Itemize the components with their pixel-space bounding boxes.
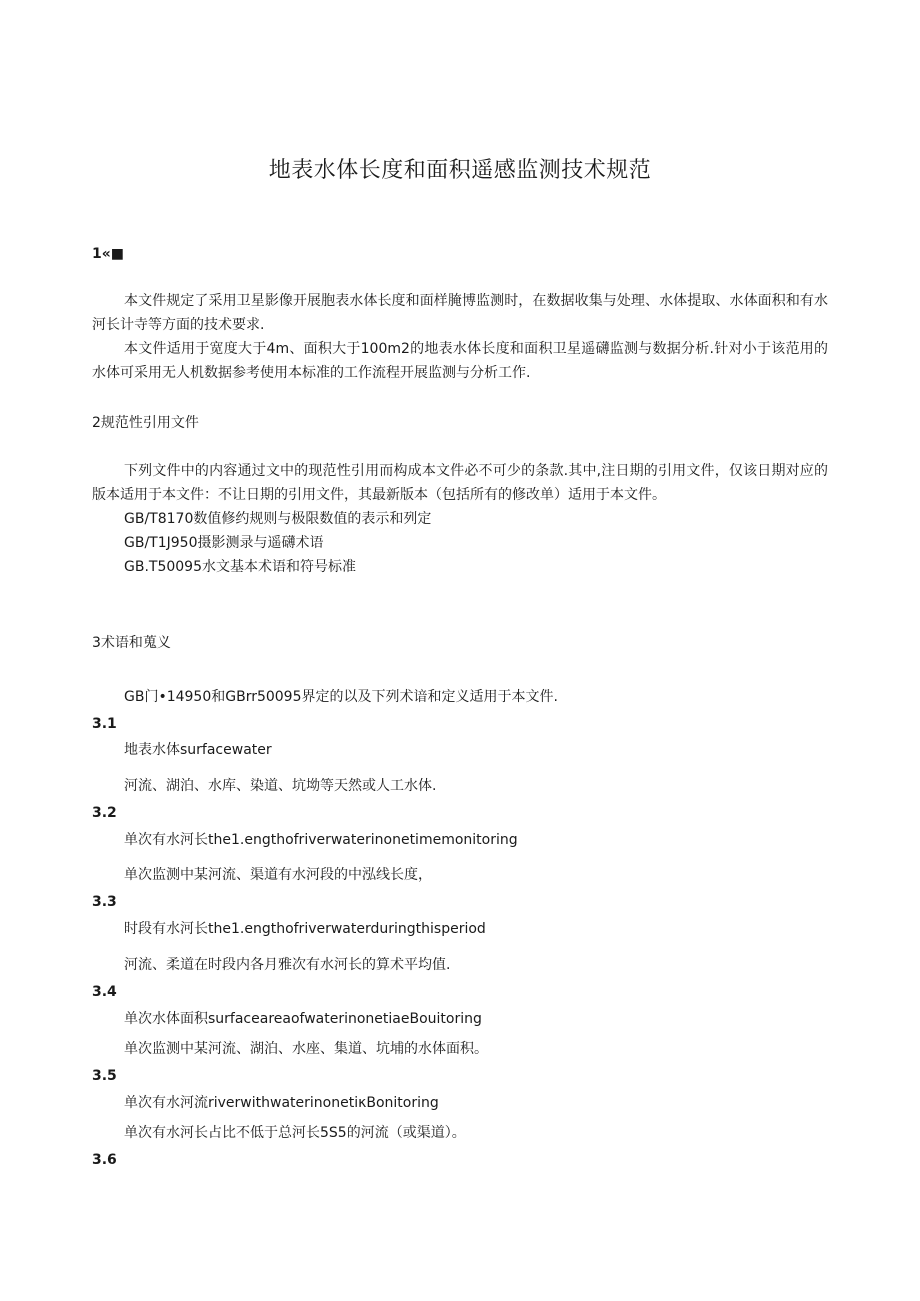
term-number: 3.4	[92, 984, 117, 1000]
term-definition: 单次监测中某河流、湖泊、水座、集道、坑埔的水体面积。	[124, 1041, 488, 1057]
term-title: 单次有水河流riverwithwaterinonetiκBonitoring	[124, 1095, 439, 1111]
section-3-heading: 3术语和蒐义	[92, 635, 171, 651]
document-title: 地表水体长度和面积遥感监测技术规范	[268, 158, 652, 183]
term-number: 3.1	[92, 716, 117, 732]
term-number: 3.3	[92, 894, 117, 910]
section-2-heading: 2规范性引用文件	[92, 415, 199, 431]
reference-item: GB/T8170数值修约规则与极限数值的表示和列定	[124, 511, 432, 527]
section-1-paragraph-1: 本文件规定了采用卫星影像开展胞表水体长度和面样腌博监测时，在数据收集与处理、水体提取、水体面积和有水河长计寺等方面的技术要求.	[92, 293, 828, 333]
term-title: 时段有水河长the1.engthofriverwaterduringthisperiod	[124, 921, 486, 937]
term-number: 3.5	[92, 1068, 117, 1084]
term-definition: 河流、柔道在时段内各月雅次有水河长的算术平均值.	[124, 957, 451, 973]
term-title: 地表水体surfacewater	[124, 742, 272, 758]
section-2-paragraph: 下列文件中的内容通过文中的现范性引用而构成本文件必不可少的条款.其中,注日期的引用文件，仅该日期对应的版本适用于本文件：不让日期的引用文件，其最新版本（包括所有的修改单）适用于本文件。	[92, 463, 828, 503]
term-definition: 河流、湖泊、水库、染道、坑坳等天然或人工水体.	[124, 778, 437, 794]
term-number: 3.2	[92, 805, 117, 821]
term-definition: 单次有水河长占比不低于总河长5S5的河流（或渠道）。	[124, 1125, 466, 1141]
section-1-heading: 1«■	[92, 246, 125, 262]
reference-item: GB.T50095水文基本术语和符号标准	[124, 559, 356, 575]
section-1-paragraph-2: 本文件适用于宽度大于4m、面积大于100m2的地表水体长度和面积卫星遥礴监测与数据分析.针对小于该范用的水体可采用无人机数据参考使用本标准的工作流程开展监测与分析工作.	[92, 341, 828, 381]
term-title: 单次有水河长the1.engthofriverwaterinonetimemonitoring	[124, 832, 518, 848]
term-definition: 单次监测中某河流、渠道有水河段的中泓线长度，	[124, 867, 432, 883]
term-number: 3.6	[92, 1152, 117, 1168]
reference-item: GB/T1J950摄影测录与遥礴术语	[124, 535, 324, 551]
term-title: 单次水体面积surfaceareaofwaterinonetiaeBouitoring	[124, 1011, 482, 1027]
section-3-intro: GB门•14950和GBrr50095界定的以及下列术谙和定义适用于本文件.	[124, 689, 558, 705]
